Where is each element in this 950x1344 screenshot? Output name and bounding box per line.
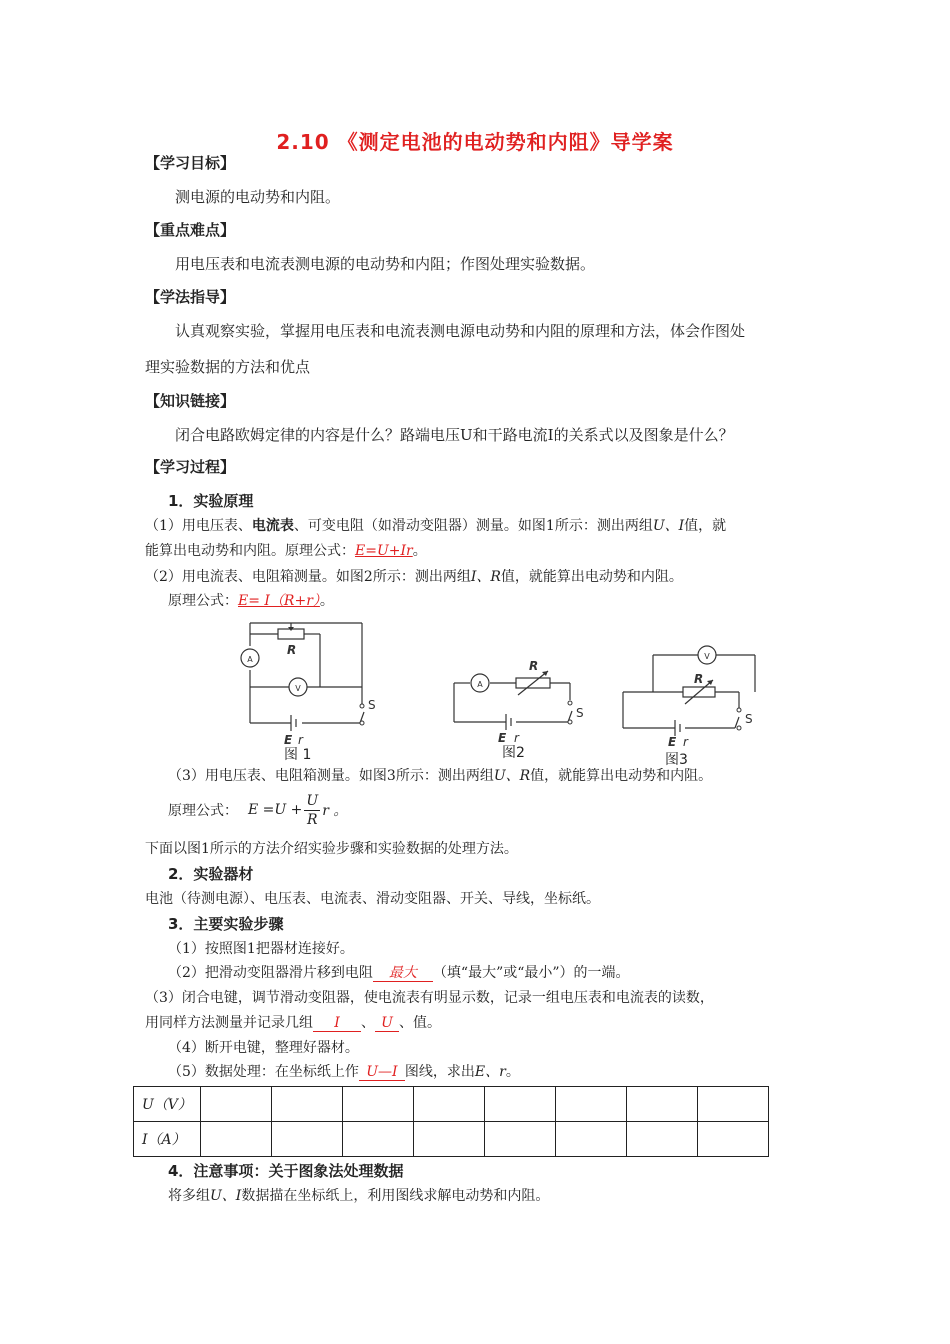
link-heading: 【知识链接】 (145, 392, 236, 410)
principle-3-formula: 原理公式： E =U + $\frac{U}{R}$ r 。 (168, 792, 348, 828)
step-3-line1: （3）闭合电键，调节滑动变阻器，使电流表有明显示数，记录一组电压表和电流表的读数， (145, 990, 714, 1006)
formula-1: E=U+Ir (355, 543, 413, 559)
principle-1-line2: 能算出电动势和内阻。原理公式：E=U+Ir。 (145, 543, 427, 559)
svg-text:A: A (477, 680, 483, 689)
figure-1-caption: 图 1 (284, 747, 312, 763)
table-cell[interactable] (414, 1122, 485, 1157)
method-heading: 【学法指导】 (145, 288, 236, 306)
method-text-line2: 理实验数据的方法和优点 (145, 358, 311, 376)
step-2: （2）把滑动变阻器滑片移到电阻 最大 （填“最大”或“最小”）的一端。 (168, 965, 630, 981)
table-row-label-U: U（V） (134, 1087, 201, 1122)
principle-3-line1: （3）用电压表、电阻箱测量。如图3所示：测出两组U、R值，就能算出电动势和内阻。 (168, 768, 713, 784)
svg-text:S: S (745, 712, 753, 726)
blank-I: I (313, 1015, 361, 1032)
formula-2: E= I（R+r） (238, 593, 320, 609)
table-cell[interactable] (272, 1122, 343, 1157)
figure-3-caption: 图3 (665, 752, 688, 768)
table-cell[interactable] (343, 1087, 414, 1122)
svg-text:V: V (295, 684, 301, 693)
equipment-text: 电池（待测电源）、电压表、电流表、滑动变阻器、开关、导线，坐标纸。 (145, 891, 600, 907)
notes-heading: 4．注意事项：关于图象法处理数据 (168, 1162, 404, 1180)
key-heading: 【重点难点】 (145, 221, 236, 239)
ammeter-bold: 电流表 (251, 518, 294, 534)
blank-max: 最大 (373, 965, 433, 982)
key-text: 用电压表和电流表测电源的电动势和内阻；作图处理实验数据。 (175, 255, 596, 273)
svg-text:S: S (576, 706, 584, 720)
svg-text:R: R (529, 659, 539, 673)
table-cell[interactable] (414, 1087, 485, 1122)
step-1: （1）按照图1把器材连接好。 (168, 941, 354, 957)
svg-text:E: E (284, 733, 293, 747)
steps-heading: 3．主要实验步骤 (168, 915, 284, 933)
table-cell[interactable] (343, 1122, 414, 1157)
table-cell[interactable] (556, 1087, 627, 1122)
circuit-figure-1 (240, 620, 380, 765)
blank-U: U (375, 1015, 399, 1032)
table-row (134, 1087, 769, 1122)
step-3-line2: 用同样方法测量并记录几组 I 、 U 、值。 (145, 1015, 441, 1031)
process-heading: 【学习过程】 (145, 458, 236, 476)
fraction-U-over-R: $\frac{U}{R}$ (306, 792, 319, 828)
table-cell[interactable] (698, 1087, 769, 1122)
table-row (134, 1122, 769, 1157)
svg-text:r: r (298, 733, 303, 747)
page-title: 2.10 《测定电池的电动势和内阻》导学案 (276, 130, 674, 154)
svg-text:E: E (668, 735, 677, 749)
svg-text:V: V (704, 652, 710, 661)
goal-heading: 【学习目标】 (145, 154, 236, 172)
method-text-line1: 认真观察实验，掌握用电压表和电流表测电源电动势和内阻的原理和方法，体会作图处 (175, 322, 746, 340)
table-cell[interactable] (627, 1122, 698, 1157)
principle-2-line1: （2）用电流表、电阻箱测量。如图2所示：测出两组I、R值，就能算出电动势和内阻。 (145, 569, 683, 585)
circuit-figure-2 (448, 655, 588, 765)
svg-text:r: r (514, 731, 519, 745)
svg-text:E: E (498, 731, 507, 745)
notes-text: 将多组U、I数据描在坐标纸上，利用图线求解电动势和内阻。 (168, 1188, 550, 1204)
table-cell[interactable] (201, 1087, 272, 1122)
figure-2-caption: 图2 (502, 745, 525, 761)
svg-text:R: R (287, 643, 297, 657)
svg-text:S: S (368, 698, 376, 712)
link-text: 闭合电路欧姆定律的内容是什么？路端电压U和干路电流I的关系式以及图象是什么？ (175, 426, 734, 444)
blank-UI: U—I (359, 1064, 405, 1081)
table-cell[interactable] (272, 1087, 343, 1122)
table-cell[interactable] (627, 1087, 698, 1122)
svg-text:R: R (694, 672, 704, 686)
equipment-heading: 2．实验器材 (168, 865, 254, 883)
goal-text: 测电源的电动势和内阻。 (175, 188, 341, 206)
method-intro: 下面以图1所示的方法介绍实验步骤和实验数据的处理方法。 (145, 841, 518, 857)
svg-text:r: r (683, 735, 688, 749)
table-cell[interactable] (485, 1122, 556, 1157)
circuit-figure-3 (615, 640, 765, 768)
table-cell[interactable] (556, 1122, 627, 1157)
principle-2-line2: 原理公式：E= I（R+r）。 (168, 593, 334, 609)
svg-text:A: A (247, 655, 253, 664)
step-5: （5）数据处理：在坐标纸上作 U—I 图线，求出E、r。 (168, 1064, 520, 1080)
principle-heading: 1．实验原理 (168, 492, 254, 510)
table-cell[interactable] (698, 1122, 769, 1157)
table-row-label-I: I（A） (134, 1122, 201, 1157)
table-cell[interactable] (201, 1122, 272, 1157)
table-cell[interactable] (485, 1087, 556, 1122)
data-table (133, 1086, 769, 1157)
principle-1-line1: （1）用电压表、电流表、可变电阻（如滑动变阻器）测量。如图1所示：测出两组U、I值，就 (145, 518, 727, 534)
step-4: （4）断开电键，整理好器材。 (168, 1040, 359, 1056)
